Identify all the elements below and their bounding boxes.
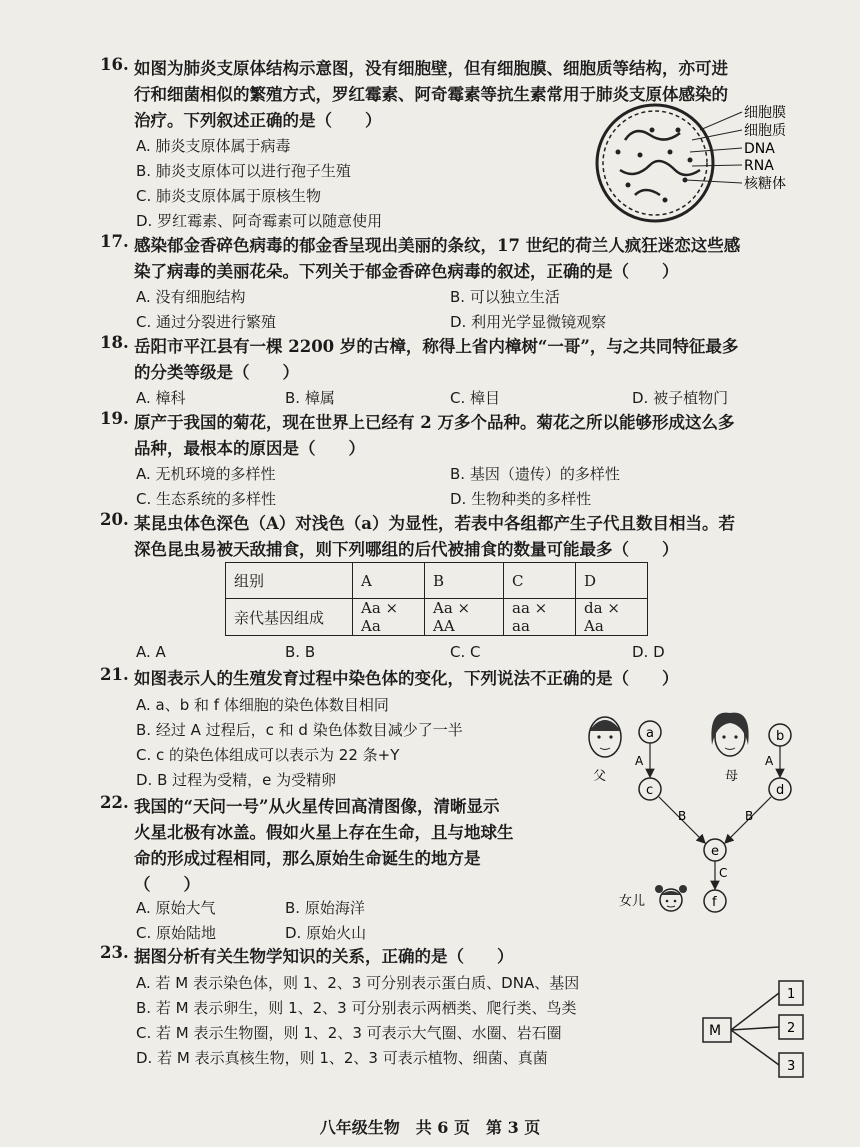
table-row — [226, 599, 648, 636]
option-b[interactable]: B. 基因（遗传）的多样性 — [450, 465, 620, 483]
question-number: 22. — [100, 793, 129, 812]
option-a[interactable]: A. 无机环境的多样性 — [136, 465, 276, 483]
option-a[interactable]: A. 原始大气 — [136, 899, 216, 917]
option-a[interactable]: A. 没有细胞结构 — [136, 288, 246, 306]
node-e: e — [711, 844, 719, 859]
option-a[interactable]: A. a、b 和 f 体细胞的染色体数目相同 — [136, 696, 389, 714]
edge-c: C — [719, 866, 728, 880]
mycoplasma-diagram — [580, 100, 810, 230]
table-cell: da × Aa — [576, 599, 648, 636]
mother-label: 母 — [725, 769, 739, 784]
label-dna: DNA — [744, 141, 775, 157]
question-stem-line: 据图分析有关生物学知识的关系，正确的是（ ） — [134, 947, 514, 966]
label-ribosome: 核糖体 — [744, 176, 786, 192]
node-d: d — [776, 783, 785, 798]
question-stem-line: 原产于我国的菊花，现在世界上已经有 2 万多个品种。菊花之所以能够形成这么多 — [134, 413, 735, 432]
table-header-cell: D — [576, 563, 648, 599]
question-number: 19. — [100, 409, 129, 428]
option-c[interactable]: C. 通过分裂进行繁殖 — [136, 313, 277, 331]
table-header-cell: A — [353, 563, 425, 599]
question-stem-line: 行和细菌相似的繁殖方式，罗红霉素、阿奇霉素等抗生素常用于肺炎支原体感染的 — [134, 85, 728, 104]
table-cell: 亲代基因组成 — [226, 599, 353, 636]
node-f: f — [712, 895, 717, 910]
option-b[interactable]: B. 经过 A 过程后，c 和 d 染色体数目减少了一半 — [136, 721, 463, 739]
option-d[interactable]: D. B 过程为受精，e 为受精卵 — [136, 771, 337, 789]
question-number: 17. — [100, 232, 129, 251]
option-d[interactable]: D. D — [632, 643, 665, 661]
option-c[interactable]: C. 若 M 表示生物圈，则 1、2、3 可表示大气圈、水圈、岩石圈 — [136, 1024, 562, 1042]
daughter-label: 女儿 — [619, 894, 646, 909]
table-cell: Aa × AA — [425, 599, 504, 636]
edge-b-right: B — [745, 809, 754, 823]
edge-b-left: B — [678, 809, 687, 823]
table-cell: Aa × Aa — [353, 599, 425, 636]
option-c[interactable]: C. C — [450, 643, 481, 661]
edge-a-left: A — [635, 754, 644, 768]
label-cytoplasm: 细胞质 — [744, 123, 786, 139]
question-number: 23. — [100, 943, 129, 962]
diagram-child-2: 2 — [787, 1021, 796, 1036]
question-number: 21. — [100, 665, 129, 684]
option-d[interactable]: D. 罗红霉素、阿奇霉素可以随意使用 — [136, 212, 383, 230]
option-b[interactable]: B. 若 M 表示卵生，则 1、2、3 可分别表示两栖类、爬行类、鸟类 — [136, 999, 577, 1017]
option-a[interactable]: A. A — [136, 643, 166, 661]
option-a[interactable]: A. 若 M 表示染色体，则 1、2、3 可分别表示蛋白质、DNA、基因 — [136, 974, 580, 992]
question-number: 18. — [100, 333, 129, 352]
question-stem-line: 治疗。下列叙述正确的是（ ） — [134, 111, 382, 130]
option-d[interactable]: D. 利用光学显微镜观察 — [450, 313, 607, 331]
table-header-cell: B — [425, 563, 504, 599]
question-stem-line: 如图表示人的生殖发育过程中染色体的变化，下列说法不正确的是（ ） — [134, 669, 679, 688]
diagram-root-m: M — [709, 1023, 722, 1039]
page-footer: 八年级生物 共 6 页 第 3 页 — [319, 1118, 541, 1137]
question-stem-line: 染了病毒的美丽花朵。下列关于郁金香碎色病毒的叙述，正确的是（ ） — [134, 262, 679, 281]
node-a: a — [646, 726, 654, 741]
diagram-child-1: 1 — [787, 987, 796, 1002]
option-b[interactable]: B. B — [285, 643, 316, 661]
option-b[interactable]: B. 原始海洋 — [285, 899, 365, 917]
option-c[interactable]: C. 生态系统的多样性 — [136, 490, 277, 508]
option-a[interactable]: A. 樟科 — [136, 389, 186, 407]
option-c[interactable]: C. 肺炎支原体属于原核生物 — [136, 187, 322, 205]
genotype-table — [225, 562, 648, 636]
option-b[interactable]: B. 肺炎支原体可以进行孢子生殖 — [136, 162, 351, 180]
option-d[interactable]: D. 生物种类的多样性 — [450, 490, 592, 508]
option-d[interactable]: D. 若 M 表示真核生物，则 1、2、3 可表示植物、细菌、真菌 — [136, 1049, 548, 1067]
question-stem-line: 的分类等级是（ ） — [134, 363, 299, 382]
option-b[interactable]: B. 可以独立生活 — [450, 288, 560, 306]
question-stem-line: 感染郁金香碎色病毒的郁金香呈现出美丽的条纹，17 世纪的荷兰人疯狂迷恋这些感 — [134, 236, 741, 255]
label-rna: RNA — [744, 158, 774, 174]
node-b: b — [776, 729, 785, 744]
option-a[interactable]: A. 肺炎支原体属于病毒 — [136, 137, 291, 155]
table-header-cell: C — [504, 563, 576, 599]
question-number: 20. — [100, 510, 129, 529]
question-stem-line: 火星北极有冰盖。假如火星上存在生命，且与地球生 — [134, 823, 514, 842]
option-c[interactable]: C. 樟目 — [450, 389, 501, 407]
m-relationship-diagram — [695, 975, 815, 1085]
table-row — [226, 563, 648, 599]
diagram-child-3: 3 — [787, 1059, 796, 1074]
question-stem-line: 命的形成过程相同，那么原始生命诞生的地方是 — [134, 849, 481, 868]
chromosome-diagram — [575, 705, 820, 920]
question-stem-line: 深色昆虫易被天敌捕食，则下列哪组的后代被捕食的数量可能最多（ ） — [134, 540, 679, 559]
edge-a-right: A — [765, 754, 774, 768]
table-cell: aa × aa — [504, 599, 576, 636]
option-c[interactable]: C. c 的染色体组成可以表示为 22 条+Y — [136, 746, 400, 764]
question-stem-line: 某昆虫体色深色（A）对浅色（a）为显性，若表中各组都产生子代且数目相当。若 — [134, 514, 735, 533]
mother-face-icon — [711, 713, 748, 756]
option-b[interactable]: B. 樟属 — [285, 389, 335, 407]
question-stem-line: 岳阳市平江县有一棵 2200 岁的古樟，称得上省内樟树“一哥”，与之共同特征最多 — [134, 337, 739, 356]
question-stem-line: 我国的“天问一号”从火星传回高清图像，清晰显示 — [134, 797, 500, 816]
node-c: c — [646, 783, 654, 798]
option-d[interactable]: D. 被子植物门 — [632, 389, 729, 407]
father-label: 父 — [593, 769, 607, 784]
label-cell-membrane: 细胞膜 — [744, 105, 786, 121]
question-stem-line: 品种，最根本的原因是（ ） — [134, 439, 365, 458]
question-stem-line: 如图为肺炎支原体结构示意图，没有细胞壁，但有细胞膜、细胞质等结构，亦可进 — [134, 59, 728, 78]
father-face-icon — [589, 717, 621, 757]
question-number: 16. — [100, 55, 129, 74]
option-c[interactable]: C. 原始陆地 — [136, 924, 217, 942]
option-d[interactable]: D. 原始火山 — [285, 924, 367, 942]
table-header-cell: 组别 — [226, 563, 353, 599]
daughter-face-icon — [655, 885, 687, 911]
question-stem-line: （ ） — [134, 875, 200, 894]
